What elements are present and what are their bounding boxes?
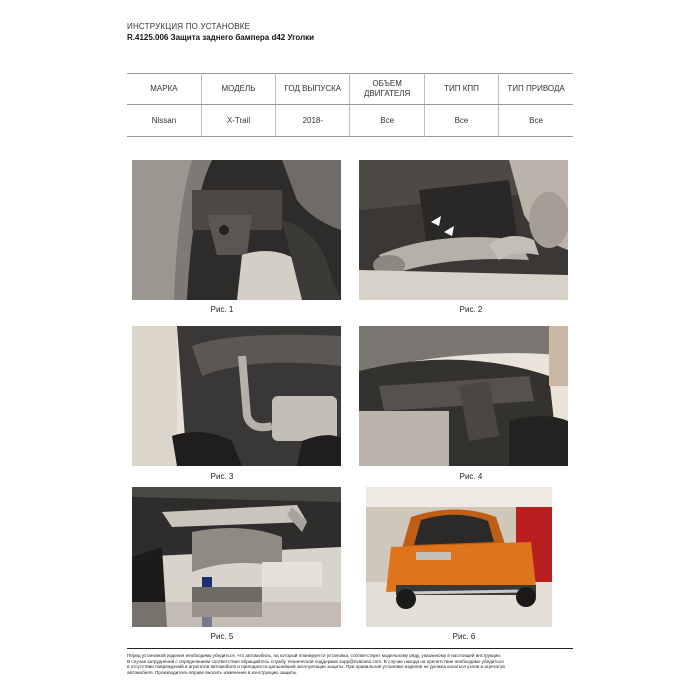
- figure-4-caption: Рис. 4: [459, 472, 483, 481]
- footer-line-2: В случае затруднений с определением соответствия обращайтесь службу технической поддержки supp@rivalauto.com. В случае находа на препятствие необходимо убедиться: [127, 658, 504, 664]
- spec-value-make: Nissan: [151, 115, 177, 125]
- spec-header-engine: ОБЪЕМ ДВИГАТЕЛЯ: [350, 74, 424, 105]
- spec-header-year: ГОД ВЫПУСКА: [276, 74, 350, 105]
- spec-value-year: 2018-: [276, 105, 350, 137]
- spec-header-make: МАРКА: [127, 74, 201, 105]
- figure-1-caption: Рис. 1: [210, 305, 234, 314]
- footer-notes: [127, 653, 573, 675]
- spec-header-drive: ТИП ПРИВОДА: [499, 74, 573, 105]
- figure-3-photo: [132, 326, 341, 466]
- spec-value-engine: Все: [350, 105, 424, 137]
- footer-line-1: Перед установкой изделия необходимо убедиться, что автомобиль, на который планируется установка, соответствует модельному ряду, указанному в настоящей инструкции.: [127, 653, 502, 658]
- figure-2-photo: [359, 160, 568, 300]
- spec-table-header-row: [127, 74, 573, 105]
- figure-3-caption: Рис. 3: [210, 472, 234, 481]
- spec-header-model: МОДЕЛЬ: [201, 74, 275, 105]
- document-subtitle: ИНСТРУКЦИЯ ПО УСТАНОВКЕ: [127, 22, 251, 31]
- footer-line-4: автомобиля. Производитель вправе вносить изменения в конструкцию защиты.: [127, 669, 298, 675]
- footer-divider: [127, 648, 573, 649]
- figure-1-photo: [132, 160, 341, 300]
- figure-6-caption: Рис. 6: [452, 632, 476, 641]
- figure-5-photo: [132, 487, 341, 627]
- spec-value-model: X-Trail: [201, 105, 275, 137]
- figure-2-caption: Рис. 2: [459, 305, 483, 314]
- figure-4-photo: [359, 326, 568, 466]
- figure-5-caption: Рис. 5: [210, 632, 234, 641]
- spec-header-gearbox: ТИП КПП: [424, 74, 498, 105]
- spec-table-value-row: [127, 105, 573, 137]
- footer-line-3: в отсутствии повреждений и агрегатов автомобиля и пригодности дальнейшей эксплуатации защиты. При правильной установке изделия не должна касаться узлов и агрегатов: [127, 664, 505, 670]
- figure-6-photo: [366, 487, 552, 627]
- spec-table: [127, 73, 573, 137]
- document-title: R.4125.006 Защита заднего бампера d42 Уголки: [127, 33, 315, 42]
- spec-value-drive: Все: [499, 105, 573, 137]
- spec-value-gearbox: Все: [424, 105, 498, 137]
